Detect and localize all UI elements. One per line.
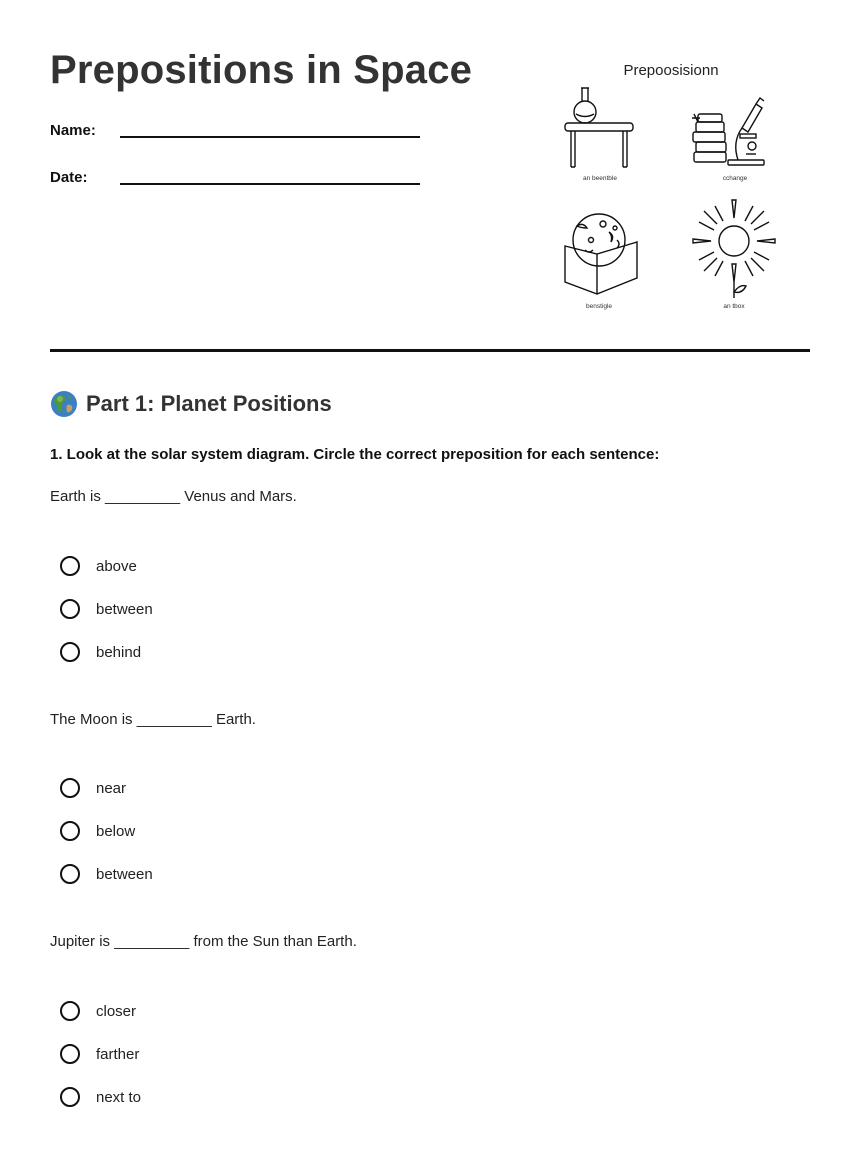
option-below[interactable] [60,818,135,844]
radio-circle[interactable] [60,864,80,884]
option-label: next to [96,1088,142,1106]
globe-icon [50,390,78,418]
date-field[interactable] [50,169,430,199]
option-between[interactable] [60,596,153,622]
radio-circle[interactable] [60,556,80,576]
caption-1: an beentble [583,175,617,182]
option-label: near [96,779,127,797]
option-label: above [96,557,137,575]
sun-icon [693,200,775,300]
option-near[interactable] [60,775,126,801]
name-line[interactable] [120,136,420,138]
radio-circle[interactable] [60,599,80,619]
question-text-3: Jupiter is _________ from the Sun than Earth. [50,933,357,950]
name-label: Name: [50,122,96,139]
radio-circle[interactable] [60,1044,80,1064]
date-line[interactable] [120,183,420,185]
radio-circle[interactable] [60,642,80,662]
radio-circle[interactable] [60,778,80,798]
option-label: between [96,600,153,618]
option-farther[interactable] [60,1041,139,1067]
option-label: farther [96,1045,140,1063]
option-between-2[interactable] [60,861,153,887]
caption-4: an tbox [723,303,745,310]
radio-circle[interactable] [60,821,80,841]
worksheet-title: Prepositions in Space [50,48,473,92]
option-next-to[interactable] [60,1084,141,1110]
section-divider [50,349,810,352]
date-label: Date: [50,169,88,186]
flask-on-table-icon [563,86,635,170]
part-1-heading [50,388,332,420]
radio-circle[interactable] [60,1001,80,1021]
option-label: between [96,865,153,883]
illustration-title: Prepoosisionn [623,62,719,79]
option-label: behind [96,643,142,661]
caption-2: cchange [722,175,748,182]
option-label: closer [96,1002,137,1020]
books-microscope-icon [690,94,770,168]
moon-in-box-icon [563,210,639,300]
option-closer[interactable] [60,998,136,1024]
prepositions-illustration [555,58,790,318]
question-1-instruction: 1. Look at the solar system diagram. Circle the correct preposition for each sentence: [50,446,660,463]
part-1-title: Part 1: Planet Positions [86,391,332,416]
option-above[interactable] [60,553,137,579]
option-label: below [96,822,136,840]
question-text-1: Earth is _________ Venus and Mars. [50,488,297,505]
caption-3: benstigle [585,303,613,310]
radio-circle[interactable] [60,1087,80,1107]
name-field[interactable] [50,122,430,152]
option-behind[interactable] [60,639,141,665]
question-text-2: The Moon is _________ Earth. [50,711,256,728]
